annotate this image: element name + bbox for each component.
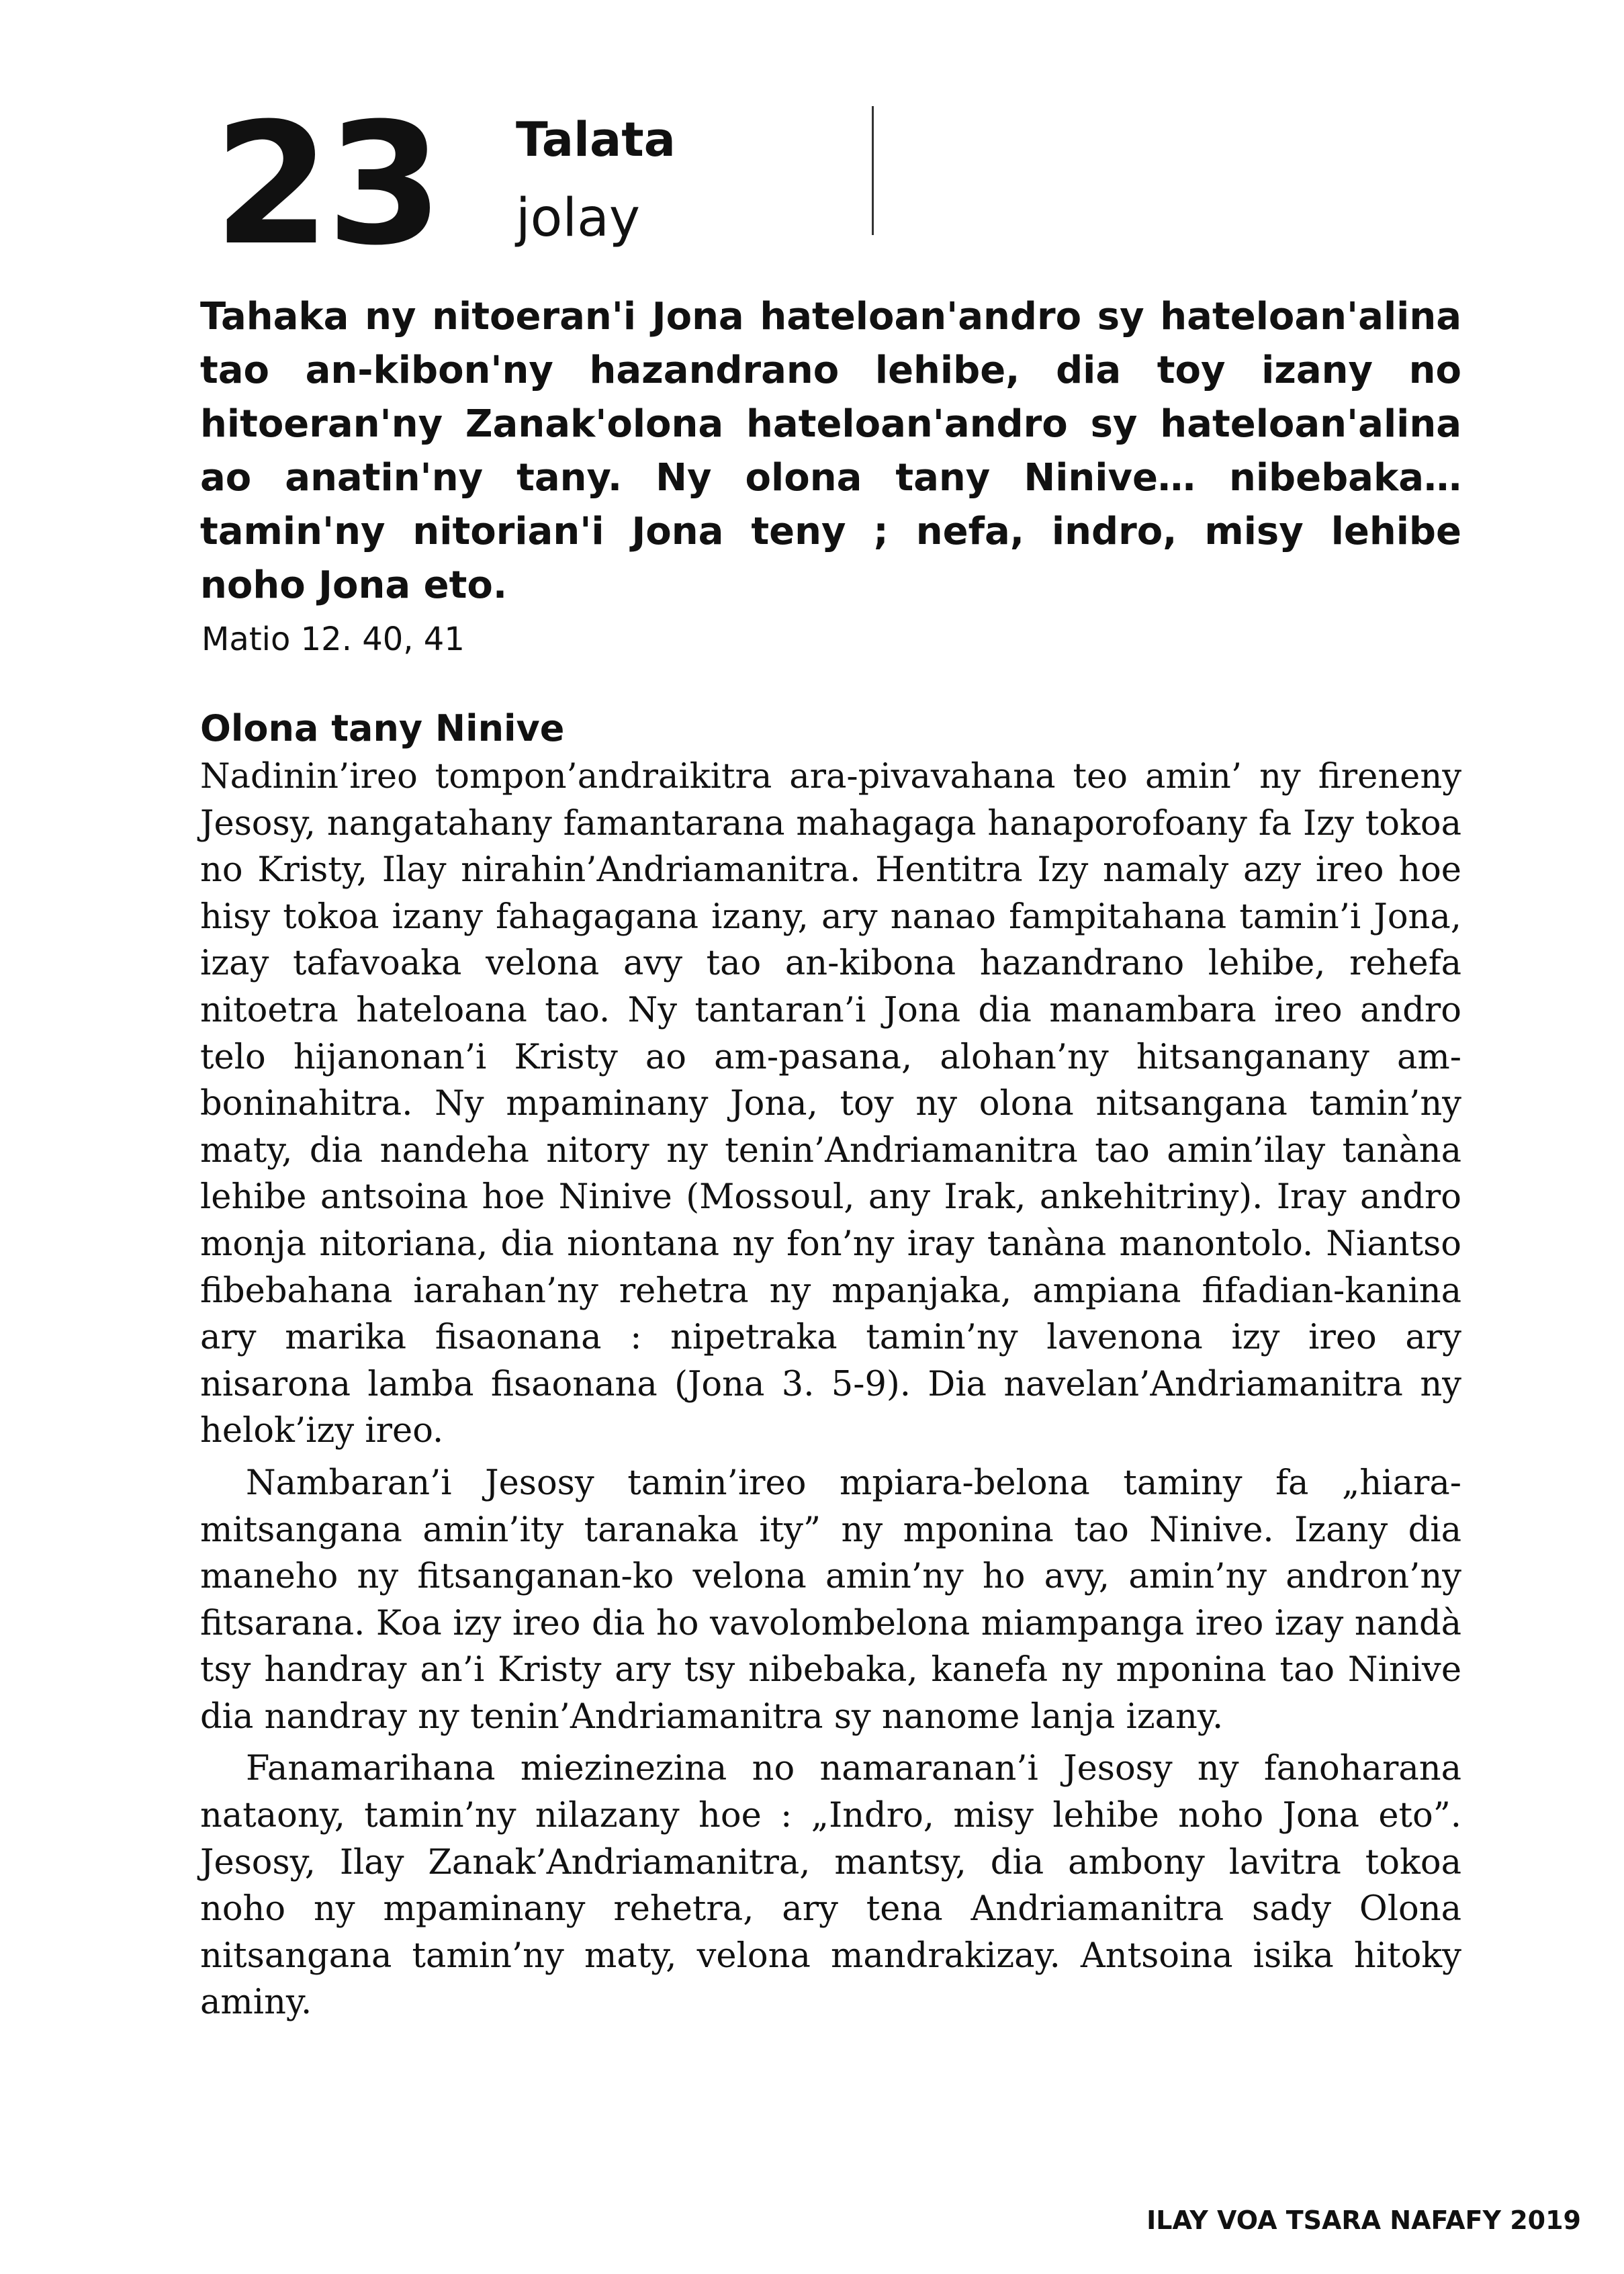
body-paragraph: Fanamarihana miezinezina no namaranan’i Jesosy ny fanoharana nataony, tamin’ny nilazany hoe : „Indro, misy lehibe noho Jona eto”. Jesosy, Ilay Zanak’Andriamanitra, mantsy, dia ambony lavitra tokoa noho ny mpaminany rehetra, ary tena Andriamanitra sady Olona nitsangana tamin’ny maty, velona mandrakizay. Antsoina isika hitoky aminy. bbox=[200, 1749, 1461, 2023]
weekday-label: Talata bbox=[516, 112, 676, 167]
bible-verse: Tahaka ny nitoeran'i Jona hateloan'andro sy hateloan'alina tao an-kibon'ny hazandrano lehibe, dia toy izany no hitoeran'ny Zanak'olona hateloan'andro sy hateloan'alina ao anatin'ny tany. Ny olona tany Ninive… nibebaka… tamin'ny nitorian'i Jona teny ; nefa, indro, misy lehibe noho Jona eto. bbox=[200, 295, 1461, 607]
body-paragraph: Nambaran’i Jesosy tamin’ireo mpiara-belona taminy fa „hiara-mitsangana amin’ity taranaka ity” ny mponina tao Ninive. Izany dia maneho ny fitsanganan-ko velona amin’ny ho avy, amin’ny andron’ny fitsarana. Koa izy ireo dia ho vavolombelona miampanga ireo izay nandà tsy handray an’i Kristy ary tsy nibebaka, kanefa ny mponina tao Ninive dia nandray ny tenin’Andriamanitra sy nanome lanja izany. bbox=[200, 1463, 1461, 1737]
body-text bbox=[200, 754, 1461, 2032]
section-title: Olona tany Ninive bbox=[200, 707, 565, 749]
body-paragraph: Nadinin’ireo tompon’andraikitra ara-pivavahana teo amin’ ny fireneny Jesosy, nangatahany famantarana mahagaga hanaporofoany fa Izy tokoa no Kristy, Ilay nirahin’Andriamanitra. Hentitra Izy namaly azy ireo hoe hisy tokoa izany fahagagana izany, ary nanao fampitahana tamin’i Jona, izay tafavoaka velona avy tao an-kibona hazandrano lehibe, rehefa nitoetra hateloana tao. Ny tantaran’i Jona dia manambara ireo andro telo hijanonan’i Kristy ao am-pasana, alohan’ny hitsanganany am-boninahitra. Ny mpaminany Jona, toy ny olona nitsangana tamin’ny maty, dia nandeha nitory ny tenin’Andriamanitra tao amin’ilay tanàna lehibe antsoina hoe Ninive (Mossoul, any Irak, ankehitriny). Iray andro monja nitoriana, dia niontana ny fon’ny iray tanàna manontolo. Niantso fibebahana iarahan’ny rehetra ny mpanjaka, ampiana fifadian-kanina ary marika fisaonana : nipetraka tamin’ny lavenona izy ireo ary nisarona lamba fisaonana (Jona 3. 5-9). Dia navelan’Andriamanitra ny helok’izy ireo. bbox=[200, 757, 1461, 1451]
verse-reference: Matio 12. 40, 41 bbox=[201, 621, 465, 658]
header-divider bbox=[872, 106, 874, 235]
day-number: 23 bbox=[214, 87, 439, 282]
month-label: jolay bbox=[516, 188, 641, 248]
footer-publication: ILAY VOA TSARA NAFAFY 2019 bbox=[1146, 2205, 1581, 2235]
